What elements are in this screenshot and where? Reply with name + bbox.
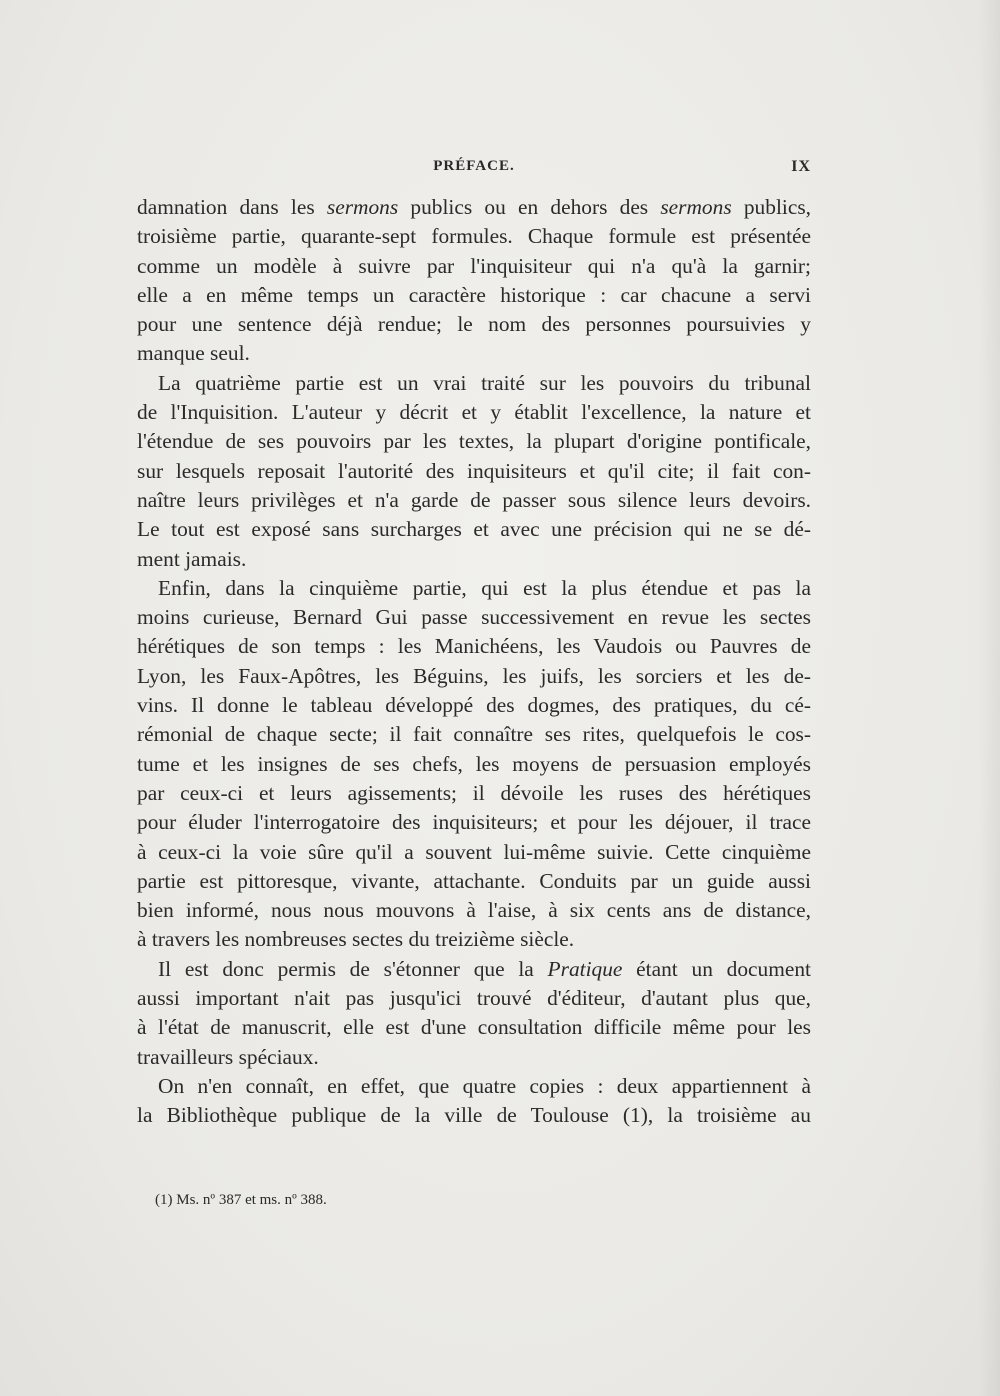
text-line: aussi important n'ait pas jusqu'ici trouvé d'éditeur, d'autant plus que, [137,986,811,1011]
text-line: manque seul. [137,341,250,366]
text-line: comme un modèle à suivre par l'inquisiteur qui n'a qu'à la garnir; [137,253,811,278]
footnote: (1) Ms. nº 387 et ms. nº 388. [155,1192,327,1208]
text-line: à l'état de manuscrit, elle est d'une consultation difficile même pour les [137,1015,811,1040]
text-line: par ceux-ci et leurs agissements; il dévoile les ruses des hérétiques [137,780,811,805]
page-number: IX [791,158,811,175]
text-line: rémonial de chaque secte; il fait connaître ses rites, quelquefois le cos- [137,722,811,747]
text-line: l'étendue de ses pouvoirs par les textes, la plupart d'origine pontificale, [137,429,811,454]
text-line: pour éluder l'interrogatoire des inquisiteurs; et pour les déjouer, il trace [137,810,811,835]
text-line: Le tout est exposé sans surcharges et avec une précision qui ne se dé- [137,517,811,542]
text-line: hérétiques de son temps : les Manichéens, les Vaudois ou Pauvres de [137,634,811,659]
running-head [137,158,811,182]
text-line: On n'en connaît, en effet, que quatre copies : deux appartiennent à [158,1073,811,1098]
text-line: bien informé, nous nous mouvons à l'aise, à six cents ans de distance, [137,898,811,923]
text-line: naître leurs privilèges et n'a garde de passer sous silence leurs devoirs. [137,487,811,512]
text-line: vins. Il donne le tableau développé des dogmes, des pratiques, du cé- [137,693,811,718]
text-line: elle a en même temps un caractère historique : car chacune a servi [137,282,811,307]
text-line: Lyon, les Faux-Apôtres, les Béguins, les juifs, les sorciers et les de- [137,663,811,688]
text-line: troisième partie, quarante-sept formules. Chaque formule est présentée [137,224,811,249]
text-line: travailleurs spéciaux. [137,1044,319,1069]
text-line: tume et les insignes de ses chefs, les moyens de persuasion employés [137,751,811,776]
text-line: pour une sentence déjà rendue; le nom des personnes poursuivies y [137,312,811,337]
page-edge-shadow [978,0,1000,1396]
text-line: damnation dans les sermons publics ou en dehors des sermons publics, [137,195,811,219]
text-line: moins curieuse, Bernard Gui passe successivement en revue les sectes [137,605,811,630]
text-line: à ceux-ci la voie sûre qu'il a souvent lui-même suivie. Cette cinquième [137,839,811,864]
text-line: la Bibliothèque publique de la ville de Toulouse (1), la troisième au [137,1103,811,1128]
running-title: PRÉFACE. [433,158,515,174]
text-line: partie est pittoresque, vivante, attachante. Conduits par un guide aussi [137,868,811,893]
text-line: à travers les nombreuses sectes du treizième siècle. [137,927,575,952]
text-line: La quatrième partie est un vrai traité sur les pouvoirs du tribunal [158,370,811,395]
text-line: Il est donc permis de s'étonner que la Pratique étant un document [158,956,811,981]
text-line: de l'Inquisition. L'auteur y décrit et y établit l'excellence, la nature et [137,400,811,425]
body-text [137,193,811,1131]
text-line: Enfin, dans la cinquième partie, qui est la plus étendue et pas la [158,575,811,600]
text-line: sur lesquels reposait l'autorité des inquisiteurs et qu'il cite; il fait con- [137,458,811,483]
text-line: ment jamais. [137,546,247,571]
